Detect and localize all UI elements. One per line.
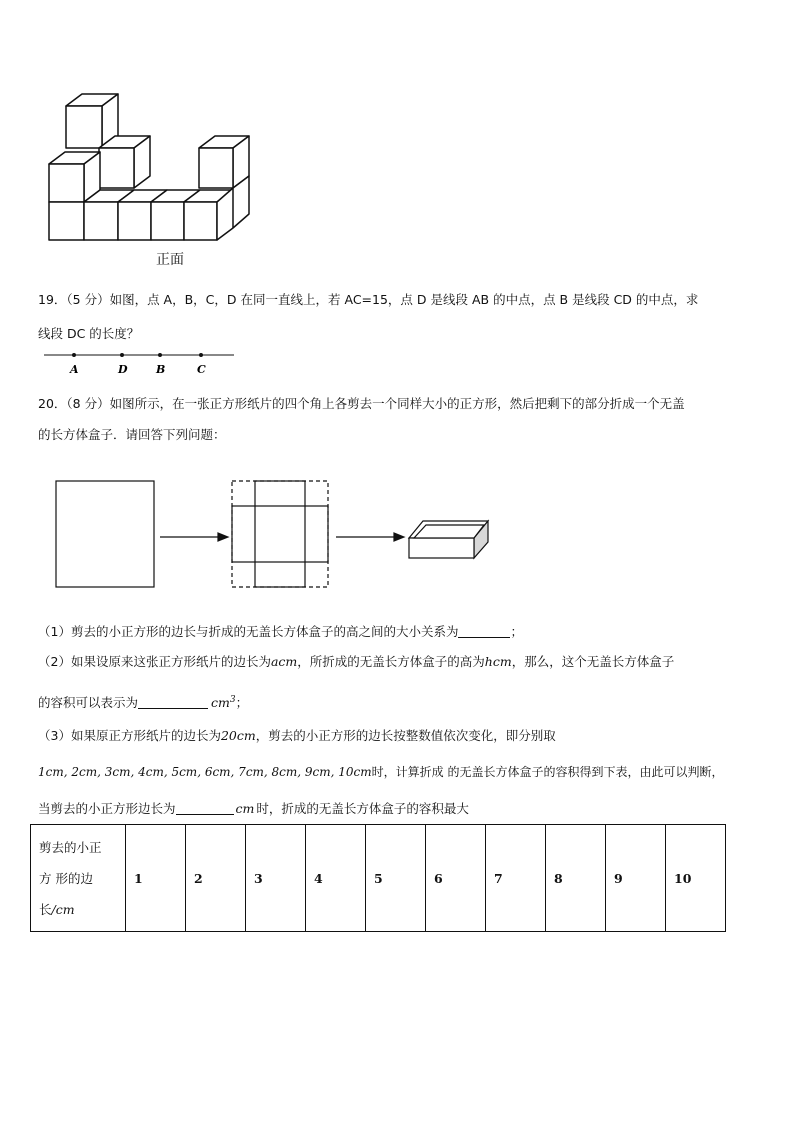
table-header-cell — [31, 825, 126, 932]
unit-cm3: cm — [211, 695, 230, 711]
table-cell: 10 — [666, 825, 726, 932]
q20-part2-text-c: ，那么，这个无盖长方体盒子 — [511, 654, 675, 669]
unit-cube-exponent: 3 — [229, 695, 236, 705]
q20-part1-text: （1）剪去的小正方形的边长与折成的无盖长方体盒子的高之间的大小关系为 — [38, 624, 459, 639]
answer-blank-3[interactable] — [176, 802, 234, 815]
q20-part3-line3 — [38, 800, 469, 818]
unit-cm: cm — [235, 801, 255, 816]
q20-part3-text-e: 时，折成的无盖长方体盒子的容积最大 — [256, 801, 469, 816]
q19-line-segment — [44, 348, 244, 378]
point-b-label: B — [156, 363, 166, 376]
point-d-label: D — [118, 363, 128, 376]
header-line-3 — [39, 894, 125, 925]
answer-blank-2[interactable] — [138, 696, 208, 709]
q20-part2-text-a: （2）如果设原来这张正方形纸片的边长为 — [38, 654, 271, 669]
q19-text-line2: 线段 DC 的长度？ — [38, 326, 140, 341]
q20-text-line1: 20．（8 分）如图所示，在一张正方形纸片的四个角上各剪去一个同样大小的正方形，然后把剩下的部分折成一个无盖 — [38, 396, 685, 411]
q20-part1 — [38, 623, 523, 641]
var-hcm: hcm — [484, 654, 512, 669]
point-a-label: A — [70, 363, 79, 376]
header-line-1: 剪去的小正 — [39, 839, 102, 855]
q20-part2-text-d: 的容积可以表示为 — [38, 695, 139, 711]
table-cell: 8 — [546, 825, 606, 932]
q20-part3-line2 — [38, 763, 723, 781]
table-cell: 4 — [306, 825, 366, 932]
side-length-list: 1cm, 2cm, 3cm, 4cm, 5cm, 6cm, 7cm, 8cm, 9cm, 10cm — [38, 765, 372, 779]
var-20cm: 20cm — [220, 728, 256, 743]
figure-caption: 正面 — [156, 252, 184, 268]
box-folding-diagram — [50, 476, 500, 594]
q20-part2-line2 — [38, 691, 248, 712]
table-cell: 9 — [606, 825, 666, 932]
header-line-2: 方 形的边 — [39, 870, 93, 886]
q20-part1-end: ； — [510, 624, 523, 639]
table-cell: 2 — [186, 825, 246, 932]
table-cell: 3 — [246, 825, 306, 932]
header-line-3a: 长 — [39, 901, 52, 917]
var-acm: acm — [270, 654, 298, 669]
table-cell: 1 — [126, 825, 186, 932]
q20-part2-text-b: ，所折成的无盖长方体盒子的高为 — [297, 654, 485, 669]
header-line-3b: /cm — [51, 901, 75, 917]
q20-part3-text-b: ，剪去的小正方形的边长按整数值依次变化，即分别取 — [255, 728, 556, 743]
side-length-table — [30, 824, 726, 932]
q20-part3-text-d: 当剪去的小正方形边长为 — [38, 801, 176, 816]
q20-part3-line1 — [38, 727, 556, 745]
q20-part3-text-c: 时，计算折成 的无盖长方体盒子的容积得到下表，由此可以判断， — [371, 765, 724, 779]
table-cell: 6 — [426, 825, 486, 932]
table-cell: 7 — [486, 825, 546, 932]
cube-stack-figure — [44, 90, 264, 250]
q19-text-line1: 19．（5 分）如图，点 A，B，C，D 在同一直线上，若 AC=15，点 D 是线段 AB 的中点，点 B 是线段 CD 的中点，求 — [38, 292, 699, 307]
table-cell: 5 — [366, 825, 426, 932]
table-row — [31, 825, 726, 932]
point-c-label: C — [197, 363, 206, 376]
q20-part2-line1 — [38, 653, 674, 671]
q20-part2-end: ； — [235, 695, 249, 711]
answer-blank-1[interactable] — [458, 625, 510, 638]
q20-text-line2: 的长方体盒子．请回答下列问题： — [38, 427, 226, 442]
q20-part3-text-a: （3）如果原正方形纸片的边长为 — [38, 728, 221, 743]
